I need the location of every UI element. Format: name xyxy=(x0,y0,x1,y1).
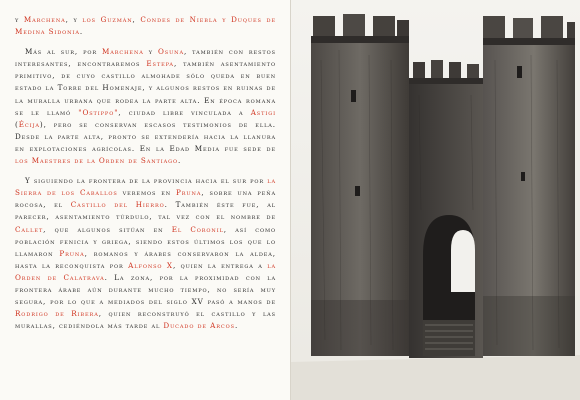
castle-gate-drawing xyxy=(291,0,580,400)
highlight-text: "Ostippo" xyxy=(78,107,119,117)
highlight-text: Pruna xyxy=(59,248,85,258)
highlight-text: la Sierra de los Caballos xyxy=(15,176,276,198)
illustration-page xyxy=(290,0,580,400)
highlight-text: Marchena xyxy=(102,47,144,57)
body-text: y xyxy=(143,47,158,57)
highlight-text: Marchena xyxy=(23,15,66,24)
body-text: , romanos y árabes conservaron la aldea, hasta la reconquista por xyxy=(15,248,276,270)
body-text: . También éste fue, al parecer, asentamiento túrdulo, tal vez con el nombre de xyxy=(15,200,276,222)
highlight-text: Pruna xyxy=(176,188,202,198)
highlight-text: Rodrigo de Ribera xyxy=(15,309,99,319)
gate-light xyxy=(451,230,475,292)
highlight-text: los Guzmán xyxy=(82,15,133,24)
paragraph-3 xyxy=(15,175,276,332)
body-text: Y siguiendo la frontera de la provincia hacia el sur por xyxy=(25,176,268,186)
body-text: . xyxy=(79,27,84,37)
body-text: , que algunos sitúan en xyxy=(43,224,172,234)
body-text: Más al sur, por xyxy=(25,47,102,57)
highlight-text: El Coronil xyxy=(171,224,224,234)
ground xyxy=(291,355,580,400)
left-tower xyxy=(311,14,409,356)
body-text: , también asentamiento primitivo, de cuyo castillo almohade sólo queda en buen estado la Torre del Homenaje, y algunos restos en ruinas de la muralla urbana que rodea la parte alta. En época romana se le llamó xyxy=(15,59,276,117)
highlight-text: Castillo del Hierro xyxy=(70,200,165,210)
body-text: veremos en xyxy=(117,188,177,198)
body-text: , quien reconstruyó el castillo y las murallas, cediéndola más tarde al xyxy=(15,309,277,331)
highlight-text: Ducado de Arcos xyxy=(163,321,235,331)
body-text: , xyxy=(132,15,141,24)
body-text: , así como población fenicia y griega, siendo estos últimos los que lo llamaron xyxy=(15,224,276,258)
highlight-text: Condes de Niebla y Duques de Medina Sidonia xyxy=(15,15,276,37)
body-text: . xyxy=(178,156,182,166)
highlight-text: Alfonso X xyxy=(128,260,173,270)
highlight-text: Écija xyxy=(18,119,40,129)
body-text: , ciudad libre vinculada a xyxy=(118,107,251,117)
body-text: , y xyxy=(65,15,83,24)
body-text: . xyxy=(234,321,239,331)
highlight-text: Osuna xyxy=(157,47,184,57)
body-text: , sobre una peña rocosa, el xyxy=(15,188,276,210)
curtain-wall xyxy=(409,60,483,358)
body-text: y xyxy=(15,15,24,24)
body-text: ), pero se conservan escasos testimonios de ella. Desde la parte alta, pronto se extendería hacia la llanura en explotaciones agrícolas. En la Edad Media fue sede de xyxy=(15,119,276,153)
body-text: , también con restos interesantes, encontraremos xyxy=(15,47,276,69)
highlight-text: Astigi xyxy=(250,107,276,117)
highlight-text: los Maestres de la Orden de Santiago xyxy=(15,156,179,166)
body-text: , quien la entrega a xyxy=(172,260,268,270)
body-text: ( xyxy=(15,119,19,129)
highlight-text: la Orden de Calatrava xyxy=(15,260,276,282)
highlight-text: Estepa xyxy=(146,59,174,69)
body-text: . La zona, por la proximidad con la frontera árabe aún durante mucho tiempo, no sería muy segura, por lo que a mediados del siglo XV pasó a manos de xyxy=(15,272,276,307)
highlight-text: Callet xyxy=(15,224,44,234)
paragraph-1 xyxy=(15,14,276,38)
paragraph-2 xyxy=(15,46,276,167)
